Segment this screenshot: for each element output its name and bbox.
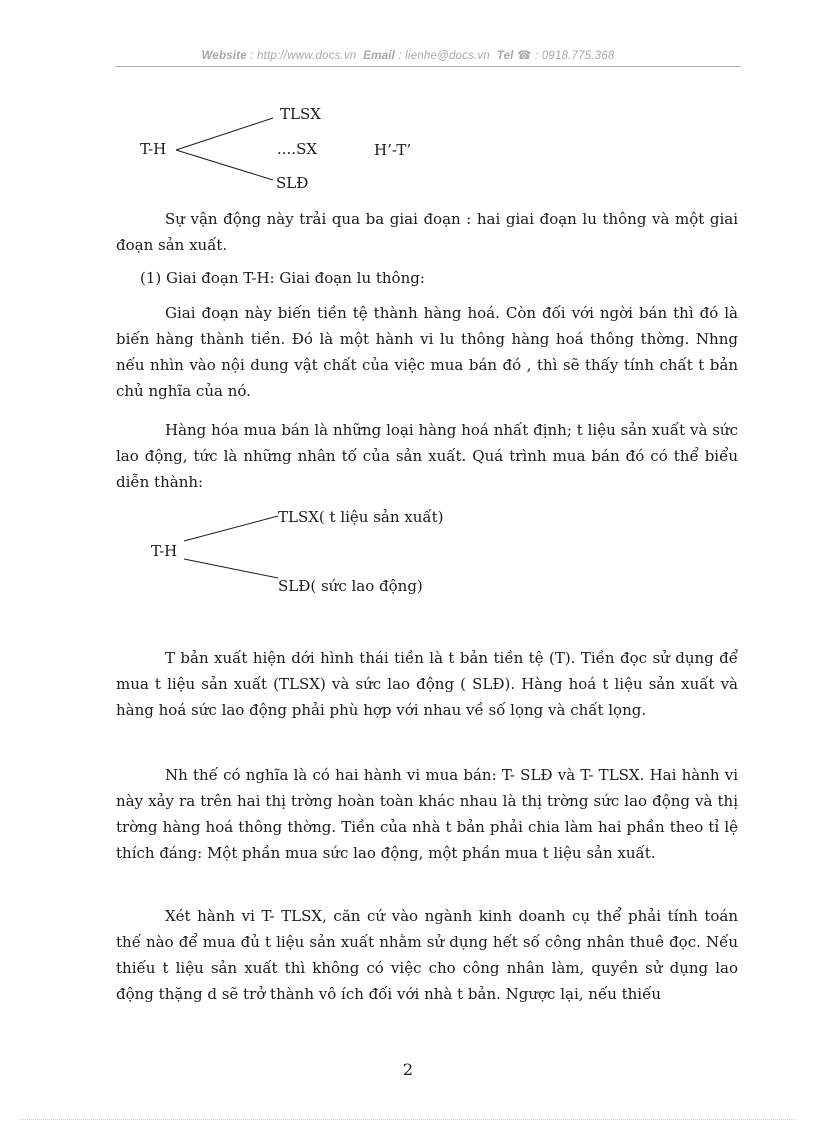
paragraph-2: (1) Giai đoạn T-H: Giai đoạn lu thông: <box>140 269 425 287</box>
email-value: : lienhe@docs.vn <box>398 50 490 62</box>
diagram-right-label: H’-T’ <box>374 141 412 159</box>
website-label: Website <box>201 50 247 62</box>
paragraph-1: Sự vận động này trải qua ba giai đoạn : hai giai đoạn lu thông và một giai đoạn sản xuất. <box>116 210 738 254</box>
paragraph-5: T bản xuất hiện dới hình thái tiền là t bản tiền tệ (T). Tiền đọc sử dụng để mua t liệu sản xuất (TLSX) và sức lao động ( SLĐ). Hàng hoá t liệu sản xuất và hàng hoá sức lao động phải phù hợp với nhau về số lọng và chất lọng. <box>116 649 738 719</box>
diagram-bottom-label: SLĐ <box>276 174 309 192</box>
branch2-line-bottom <box>184 559 278 578</box>
diagram-left-label: T-H <box>140 140 167 158</box>
website-value: : http://www.docs.vn <box>250 50 357 62</box>
diagram2-left-label: T-H <box>151 542 178 560</box>
diagram-top-label: TLSX <box>280 105 321 123</box>
footer-divider <box>20 1119 796 1120</box>
tel-label: Tel <box>496 50 514 62</box>
phone-icon: ☎ <box>516 50 532 62</box>
page-number: 2 <box>402 1060 414 1079</box>
paragraph-6: Nh thế có nghĩa là có hai hành vi mua bán: T- SLĐ và T- TLSX. Hai hành vi này xảy ra trên hai thị trờng hoàn toàn khác nhau là thị trờng sức lao động và thị trờng hàng hoá thông thờng. Tiền của nhà t bản phải chia làm hai phần theo tỉ lệ thích đáng: Một phần mua sức lao động, một phần mua t liệu sản xuất. <box>116 766 738 862</box>
diagram2-bottom-label: SLĐ( sức lao động) <box>278 577 423 595</box>
email-label: Email <box>363 50 395 62</box>
diagram2-top-label: TLSX( t liệu sản xuất) <box>278 508 444 526</box>
diagram-middle-label: ....SX <box>277 140 318 158</box>
paragraph-7: Xét hành vi T- TLSX, căn cứ vào ngành kinh doanh cụ thể phải tính toán thế nào để mua đủ t liệu sản xuất nhằm sử dụng hết số công nhân thuê đọc. Nếu thiếu t liệu sản xuất thì không có việc cho công nhân làm, quyền sử dụng lao động thặng d sẽ trở thành vô ích đối với nhà t bản. Ngược lại, nếu thiếu <box>116 907 738 1003</box>
tel-value: : 0918.775.368 <box>534 50 615 62</box>
paragraph-4: Hàng hóa mua bán là những loại hàng hoá nhất định; t liệu sản xuất và sức lao động, tức là những nhân tố của sản xuất. Quá trình mua bán đó có thể biểu diễn thành: <box>116 421 738 491</box>
branch2-line-top <box>184 516 278 541</box>
paragraph-3: Giai đoạn này biến tiền tệ thành hàng hoá. Còn đối với ngời bán thì đó là biến hàng thành tiền. Đó là một hành vi lu thông hàng hoá thông thờng. Nhng nếu nhìn vào nội dung vật chất của việc mua bán đó , thì sẽ thấy tính chất t bản chủ nghĩa của nó. <box>116 304 738 400</box>
